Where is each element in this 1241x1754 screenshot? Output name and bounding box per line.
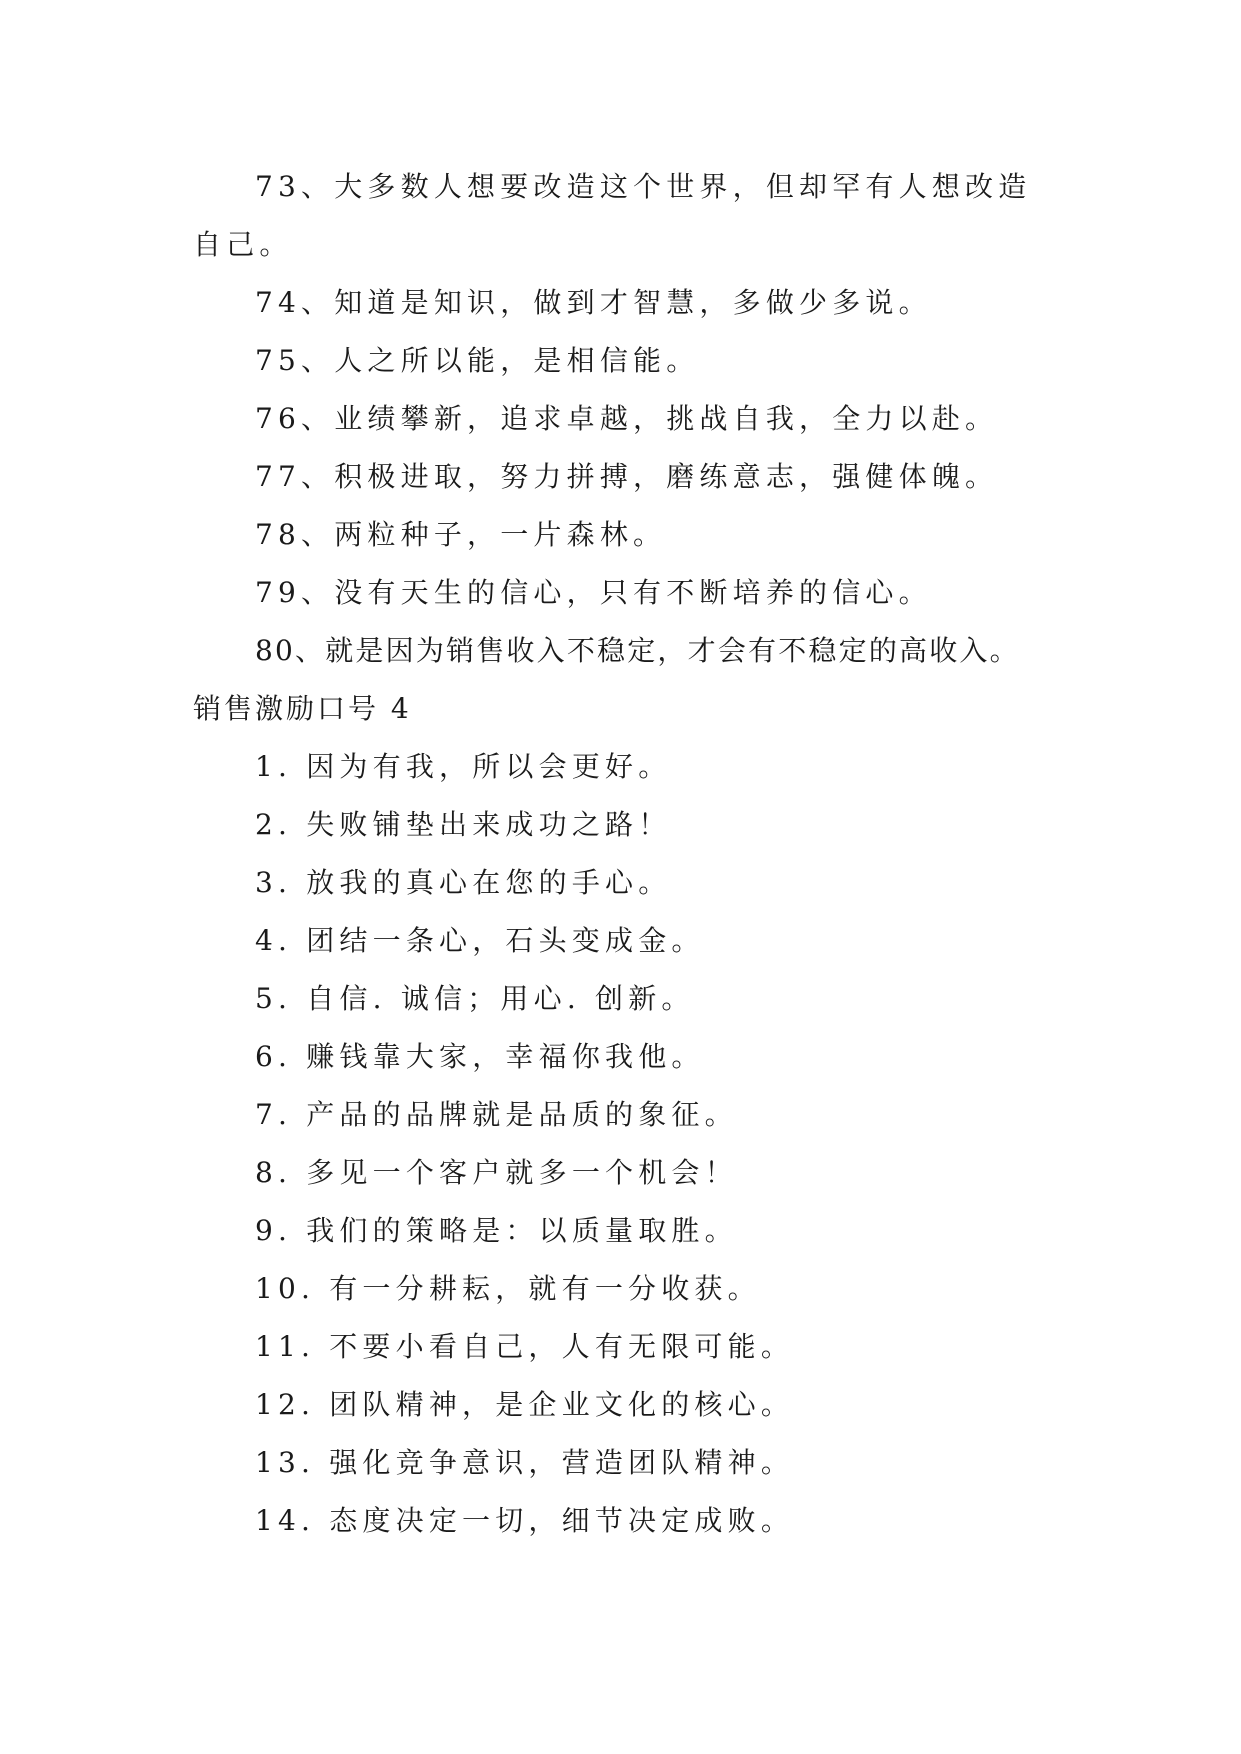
list-item: 79、没有天生的信心，只有不断培养的信心。 [255, 576, 932, 609]
list-item: 75、人之所以能，是相信能。 [255, 344, 700, 377]
list-item: 5. 自信. 诚信；用心. 创新。 [255, 982, 695, 1015]
list-item: 78、两粒种子，一片森林。 [255, 518, 667, 551]
list-item: 11. 不要小看自己，人有无限可能。 [255, 1330, 795, 1363]
list-item: 13. 强化竞争意识，营造团队精神。 [255, 1446, 795, 1479]
section-heading: 销售激励口号 4 [193, 692, 412, 725]
list-item: 3. 放我的真心在您的手心。 [255, 866, 672, 899]
list-item: 14. 态度决定一切，细节决定成败。 [255, 1504, 795, 1537]
list-item: 6. 赚钱靠大家，幸福你我他。 [255, 1040, 705, 1073]
list-item: 8. 多见一个客户就多一个机会！ [255, 1156, 738, 1189]
list-item: 76、业绩攀新，追求卓越，挑战自我，全力以赴。 [255, 402, 999, 435]
list-item: 73、大多数人想要改造这个世界，但却罕有人想改造自己。 [193, 170, 1032, 261]
list-item: 12. 团队精神，是企业文化的核心。 [255, 1388, 795, 1421]
list-item: 7. 产品的品牌就是品质的象征。 [255, 1098, 738, 1131]
list-item: 4. 团结一条心，石头变成金。 [255, 924, 705, 957]
list-item: 77、积极进取，努力拼搏，磨练意志，强健体魄。 [255, 460, 999, 493]
list-item: 1. 因为有我，所以会更好。 [255, 750, 672, 783]
list-item: 74、知道是知识，做到才智慧，多做少多说。 [255, 286, 932, 319]
document-body [193, 158, 1053, 1550]
list-item: 10. 有一分耕耘，就有一分收获。 [255, 1272, 761, 1305]
list-item: 9. 我们的策略是：以质量取胜。 [255, 1214, 738, 1247]
list-item: 80、就是因为销售收入不稳定，才会有不稳定的高收入。 [255, 634, 1020, 667]
list-item: 2. 失败铺垫出来成功之路！ [255, 808, 672, 841]
